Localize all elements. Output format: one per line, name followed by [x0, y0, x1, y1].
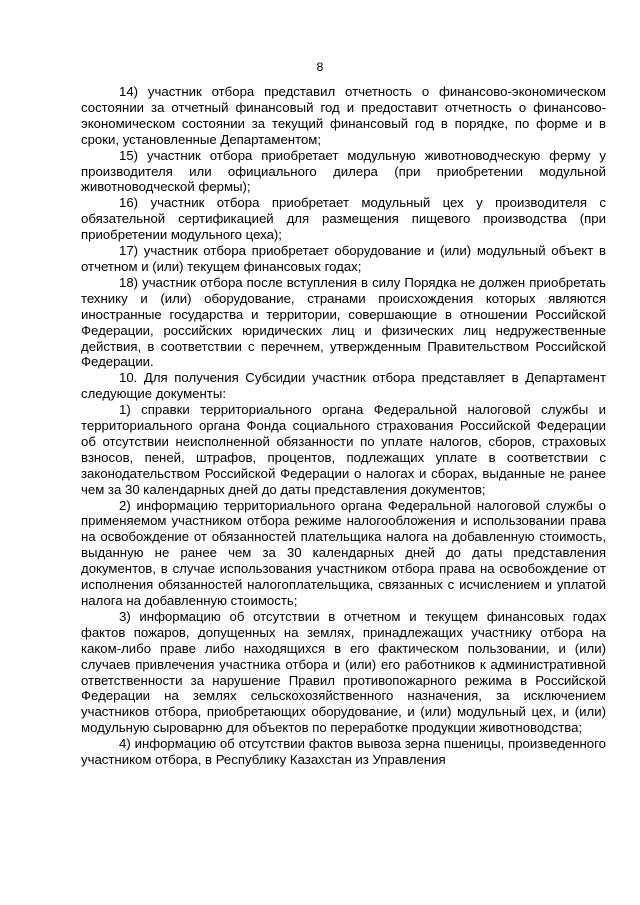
paragraph-section-10: 10. Для получения Субсидии участник отбора представляет в Департамент следующие документы: [81, 370, 606, 402]
paragraph-item-17: 17) участник отбора приобретает оборудование и (или) модульный объект в отчетном и (или) текущем финансовых годах; [81, 243, 606, 274]
page-number: 8 [316, 60, 324, 74]
paragraph-item-15: 15) участник отбора приобретает модульную животноводческую ферму у производителя или официального дилера (при приобретении модульной животноводческой фермы); [81, 147, 606, 195]
paragraph-item-14: 14) участник отбора представил отчетность о финансово-экономическом состоянии за отчетный финансовый год и предоставит отчетность о финансово-экономическом состоянии за текущий финансовый год в порядке, по форме и в сроки, установленные Департаментом; [81, 84, 606, 147]
paragraph-document-4: 4) информацию об отсутствии фактов вывоза зерна пшеницы, произведенного участником отбора, в Республику Казахстан из Управления [81, 736, 606, 768]
paragraph-document-3: 3) информацию об отсутствии в отчетном и текущем финансовых годах фактов пожаров, допущенных на землях, принадлежащих участнику отбора на каком-либо праве либо находящихся в его фактическом пользовании, и (или) случаев привлечения участника отбора и (или) его работников к административной ответственности за нарушение Правил противопожарного режима в Российской Федерации на землях сельскохозяйственного назначения, за исключением участников отбора, приобретающих оборудование, и (или) модульный цех, и (или) модульную сыроварню для объектов по переработке продукции животноводства; [81, 608, 606, 736]
paragraph-document-2: 2) информацию территориального органа Федеральной налоговой службы о применяемом участником отбора режиме налогообложения и использовании права на освобождение от обязанностей плательщика налога на добавленную стоимость, выданную не ранее чем за 30 календарных дней до даты представления документов, в случае использования участником отбора права на освобождение от исполнения обязанностей налогоплательщика, связанных с исчислением и уплатой налога на добавленную стоимость; [81, 497, 606, 608]
document-body [81, 84, 606, 768]
paragraph-item-16: 16) участник отбора приобретает модульный цех у производителя с обязательной сертификацией для размещения пищевого производства (при приобретении модульного цеха); [81, 195, 606, 243]
paragraph-document-1: 1) справки территориального органа Федеральной налоговой службы и территориального органа Фонда социального страхования Российской Федерации об отсутствии неисполненной обязанности по уплате налогов, сборов, страховых взносов, пеней, штрафов, процентов, подлежащих уплате в соответствии с законодательством Российской Федерации о налогах и сборах, выданные не ранее чем за 30 календарных дней до даты представления документов; [81, 402, 606, 497]
paragraph-item-18: 18) участник отбора после вступления в силу Порядка не должен приобретать технику и (или) оборудование, странами происхождения которых являются иностранные государства и территории, совершающие в отношении Российской Федерации, российских юридических лиц и физических лиц недружественные действия, в соответствии с перечнем, утвержденным Правительством Российской Федерации. [81, 274, 606, 370]
